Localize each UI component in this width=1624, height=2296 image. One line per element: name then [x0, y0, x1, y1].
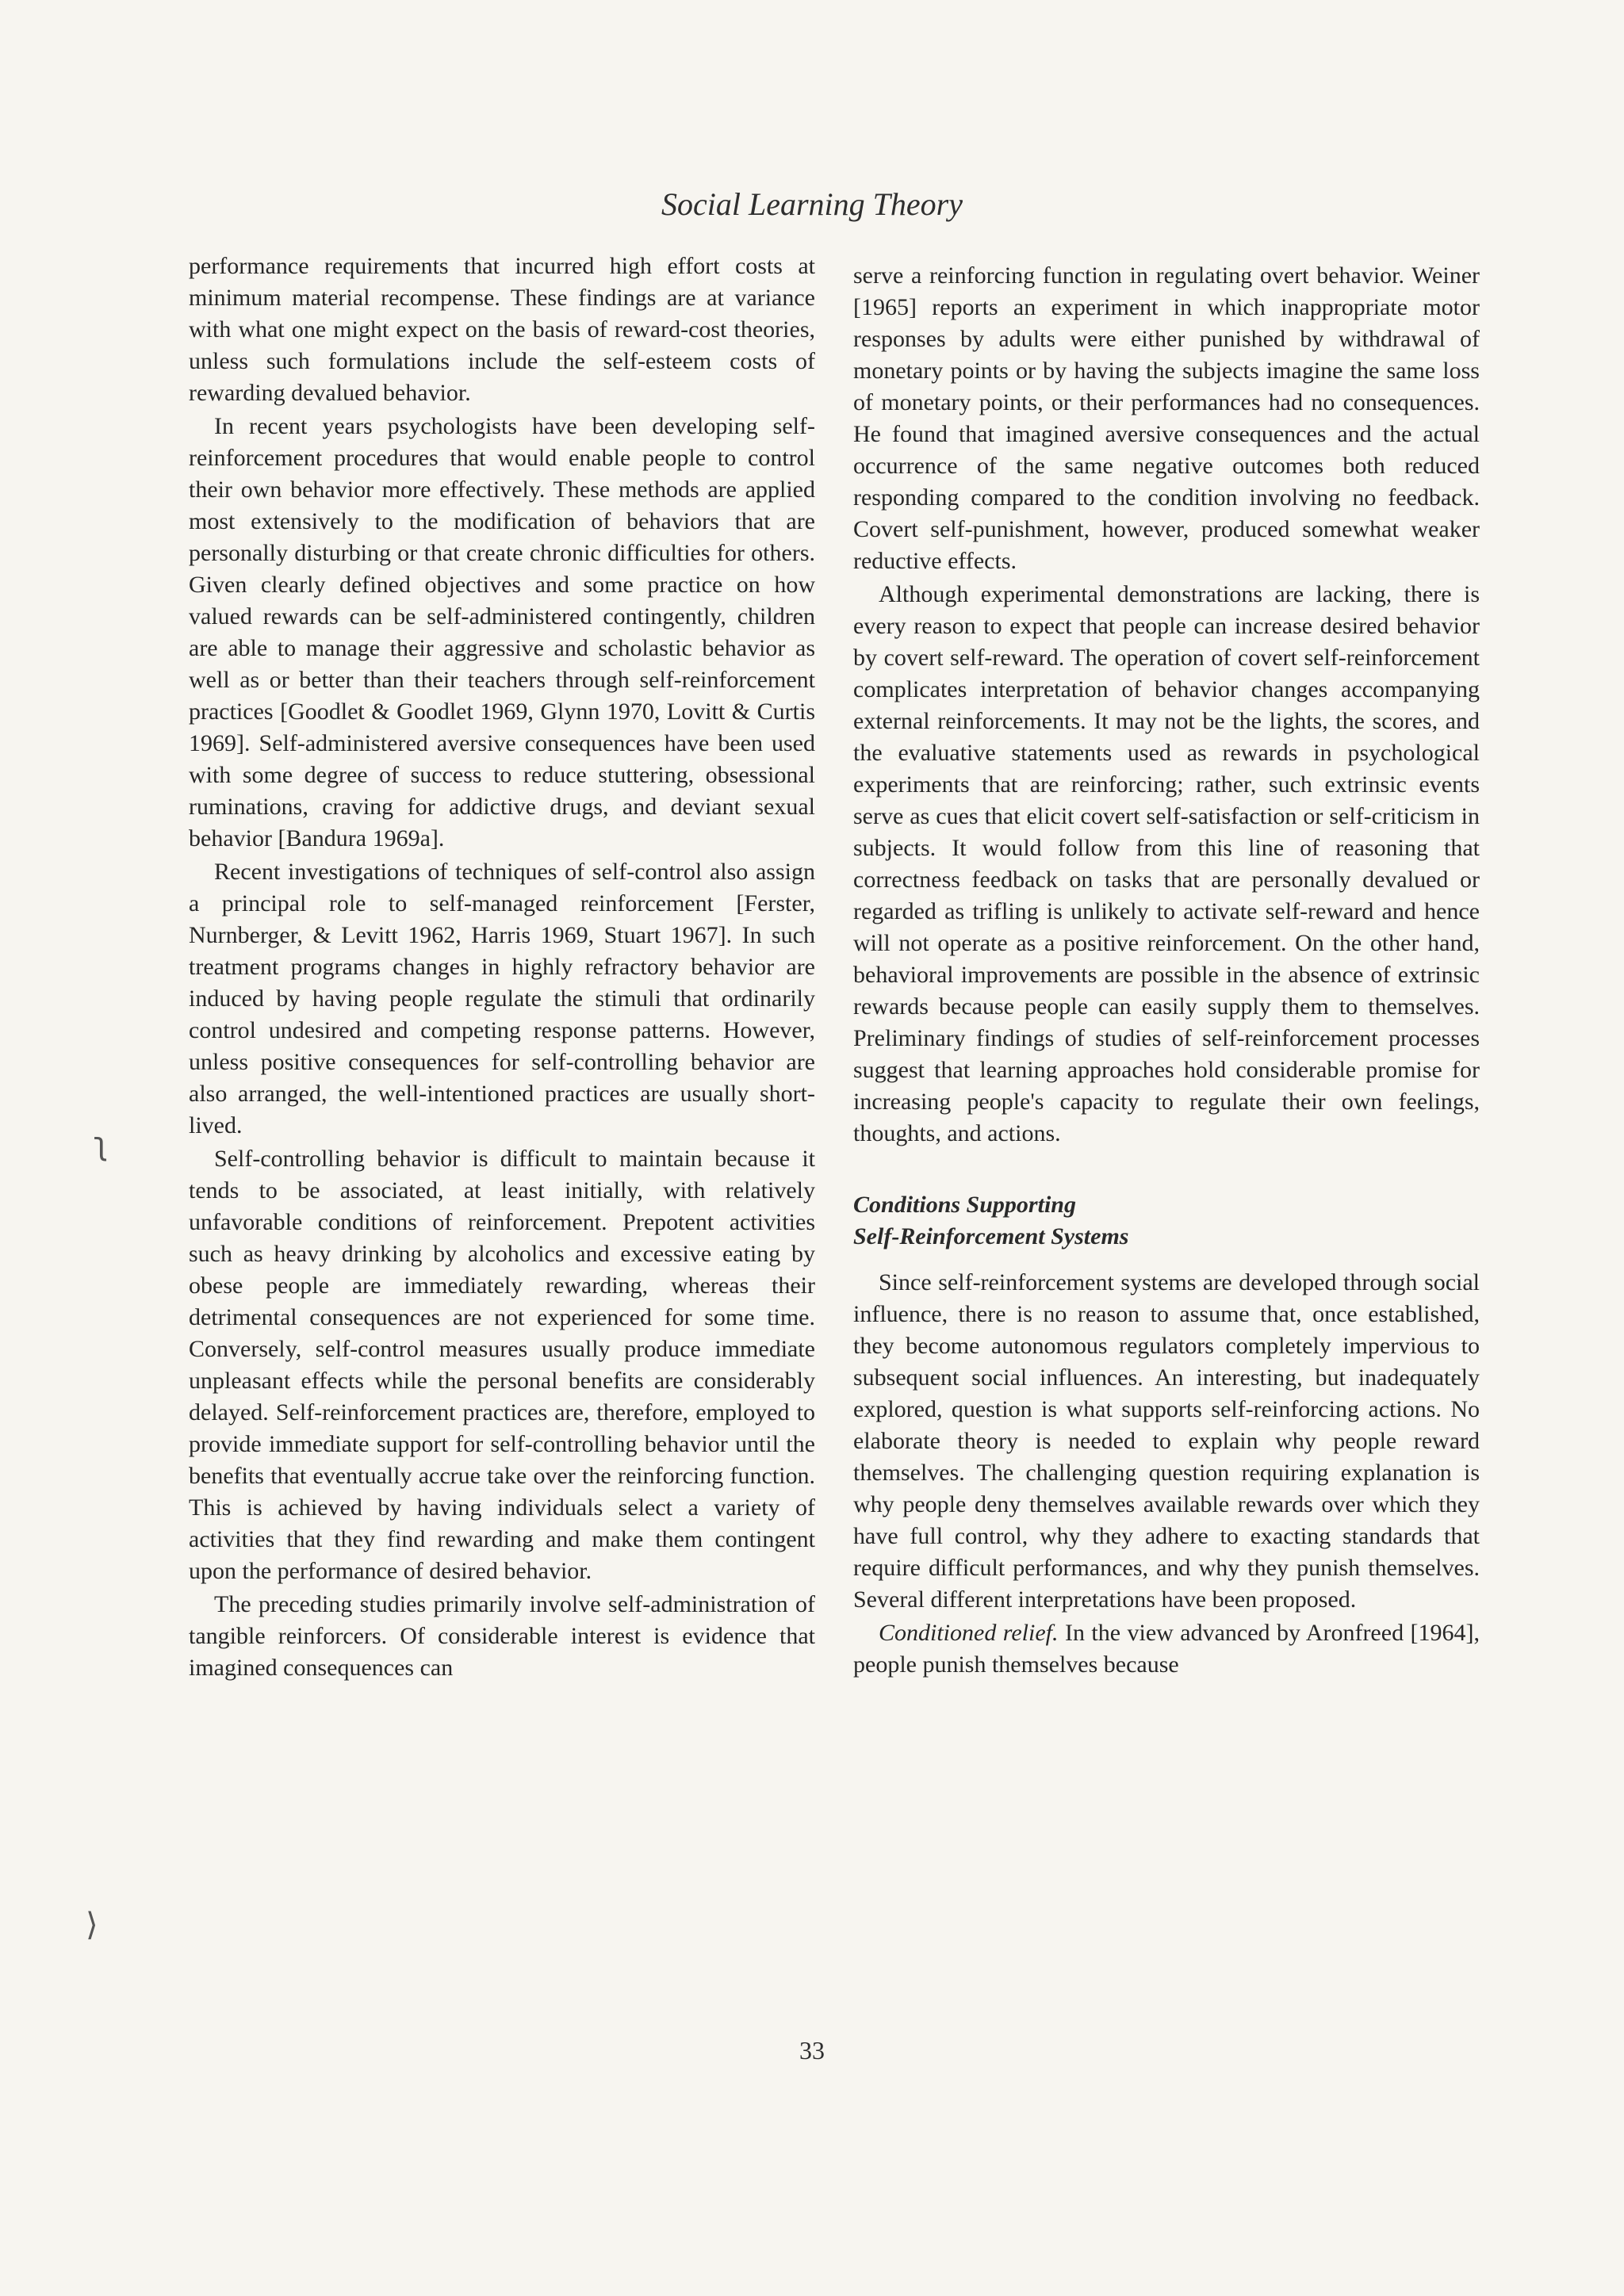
left-paragraph-4: Self-controlling behavior is difficult to maintain because it tends to be associated, at least initially, with relatively unfavorable conditions of reinforcement. Prepotent activities such as heavy drinking by alcoholics and excessive eating by obese people are immediately rewarding, whereas their detrimental consequences are not experienced for some time. Conversely, self-control measures usually produce immediate unpleasant effects while the personal benefits are considerably delayed. Self-reinforcement practices are, therefore, employed to provide immediate support for self-controlling behavior until the benefits that eventually accrue take over the reinforcing function. This is achieved by having individuals select a variety of activities that they find rewarding and make them contingent upon the performance of desired behavior. — [189, 1146, 815, 1584]
left-paragraph-1: performance requirements that incurred high effort costs at minimum material recompense. These findings are at variance with what one might expect on the basis of reward-cost theories, unless such formulations include the self-esteem costs of rewarding devalued behavior. — [189, 253, 815, 406]
left-paragraph-5: The preceding studies primarily involve self-administration of tangible reinforcers. Of considerable interest is evidence that imagined consequences can — [189, 1591, 815, 1681]
left-paragraph-2: In recent years psychologists have been developing self-reinforcement procedures that would enable people to control their own behavior more effectively. These methods are applied most extensively to the modification of behaviors that are personally disturbing or that create chronic difficulties for others. Given clearly defined objectives and some practice on how valued rewards can be self-administered contingently, children are able to manage their aggressive and scholastic behavior as well as or better than their teachers through self-reinforcement practices [Goodlet & Goodlet 1969, Glynn 1970, Lovitt & Curtis 1969]. Self-administered aversive consequences have been used with some degree of success to reduce stuttering, obsessional ruminations, craving for addictive drugs, and deviant sexual behavior [Bandura 1969a]. — [189, 413, 815, 851]
right-paragraph-1: serve a reinforcing function in regulating overt behavior. Weiner [1965] reports an experiment in which inappropriate motor responses by adults were either punished by withdrawal of monetary points or by having the subjects imagine the same loss of monetary points, or their performances had no consequences. He found that imagined aversive consequences and the actual occurrence of the same negative outcomes both reduced responding compared to the condition involving no feedback. Covert self-punishment, however, produced somewhat weaker reductive effects. — [853, 262, 1480, 574]
right-paragraph-2: Although experimental demonstrations are lacking, there is every reason to expect that people can increase desired behavior by covert self-reward. The operation of covert self-reinforcement complicates interpretation of behavior changes accompanying external reinforcements. It may not be the lights, the scores, and the evaluative statements used as rewards in psychological experiments that are reinforcing; rather, such extrinsic events serve as cues that elicit covert self-satisfaction or self-criticism in subjects. It would follow from this line of reasoning that correctness feedback on tasks that are personally devalued or regarded as trifling is unlikely to activate self-reward and hence will not operate as a positive reinforcement. On the other hand, behavioral improvements are possible in the absence of extrinsic rewards because people can easily supply them to themselves. Preliminary findings of studies of self-reinforcement processes suggest that learning approaches hold considerable promise for increasing people's capacity to regulate their own feelings, thoughts, and actions. — [853, 581, 1480, 1146]
right-column — [853, 260, 1480, 1682]
run-in-heading: Conditioned relief. — [879, 1620, 1059, 1646]
left-column — [189, 251, 815, 1686]
left-paragraph-3: Recent investigations of techniques of self-control also assign a principal role to self-managed reinforcement [Ferster, Nurnberger, & Levitt 1962, Harris 1969, Stuart 1967]. In such treatment programs changes in highly refractory behavior are induced by having people regulate the stimuli that ordinarily control undesired and competing response patterns. However, unless positive consequences for self-controlling behavior are also arranged, the well-intentioned practices are usually short-lived. — [189, 859, 815, 1138]
section-heading-line-1: Conditions Supporting — [853, 1192, 1076, 1218]
running-header: Social Learning Theory — [661, 186, 963, 222]
right-paragraph-3: Since self-reinforcement systems are developed through social influence, there is no reason to assume that, once established, they become autonomous regulators completely impervious to subsequent social influences. An interesting, but inadequately explored, question is what supports self-reinforcing actions. No elaborate theory is needed to explain why people reward themselves. The challenging question requiring explanation is why people deny themselves available rewards over which they have full control, why they adhere to exacting standards that require difficult performances, and why they punish themselves. Several different interpretations have been proposed. — [853, 1269, 1480, 1613]
section-heading-line-2: Self-Reinforcement Systems — [853, 1223, 1129, 1249]
page-number: 33 — [799, 2036, 825, 2064]
right-paragraph-4 — [853, 1617, 1480, 1681]
margin-bracket-icon: ⟩ — [86, 1907, 98, 1943]
section-heading — [853, 1189, 1480, 1253]
margin-mark-icon: ʅ — [94, 1126, 109, 1162]
right-paragraph-4-text: In the view advanced by Aronfreed [1964], people punish themselves because — [853, 1620, 1480, 1678]
